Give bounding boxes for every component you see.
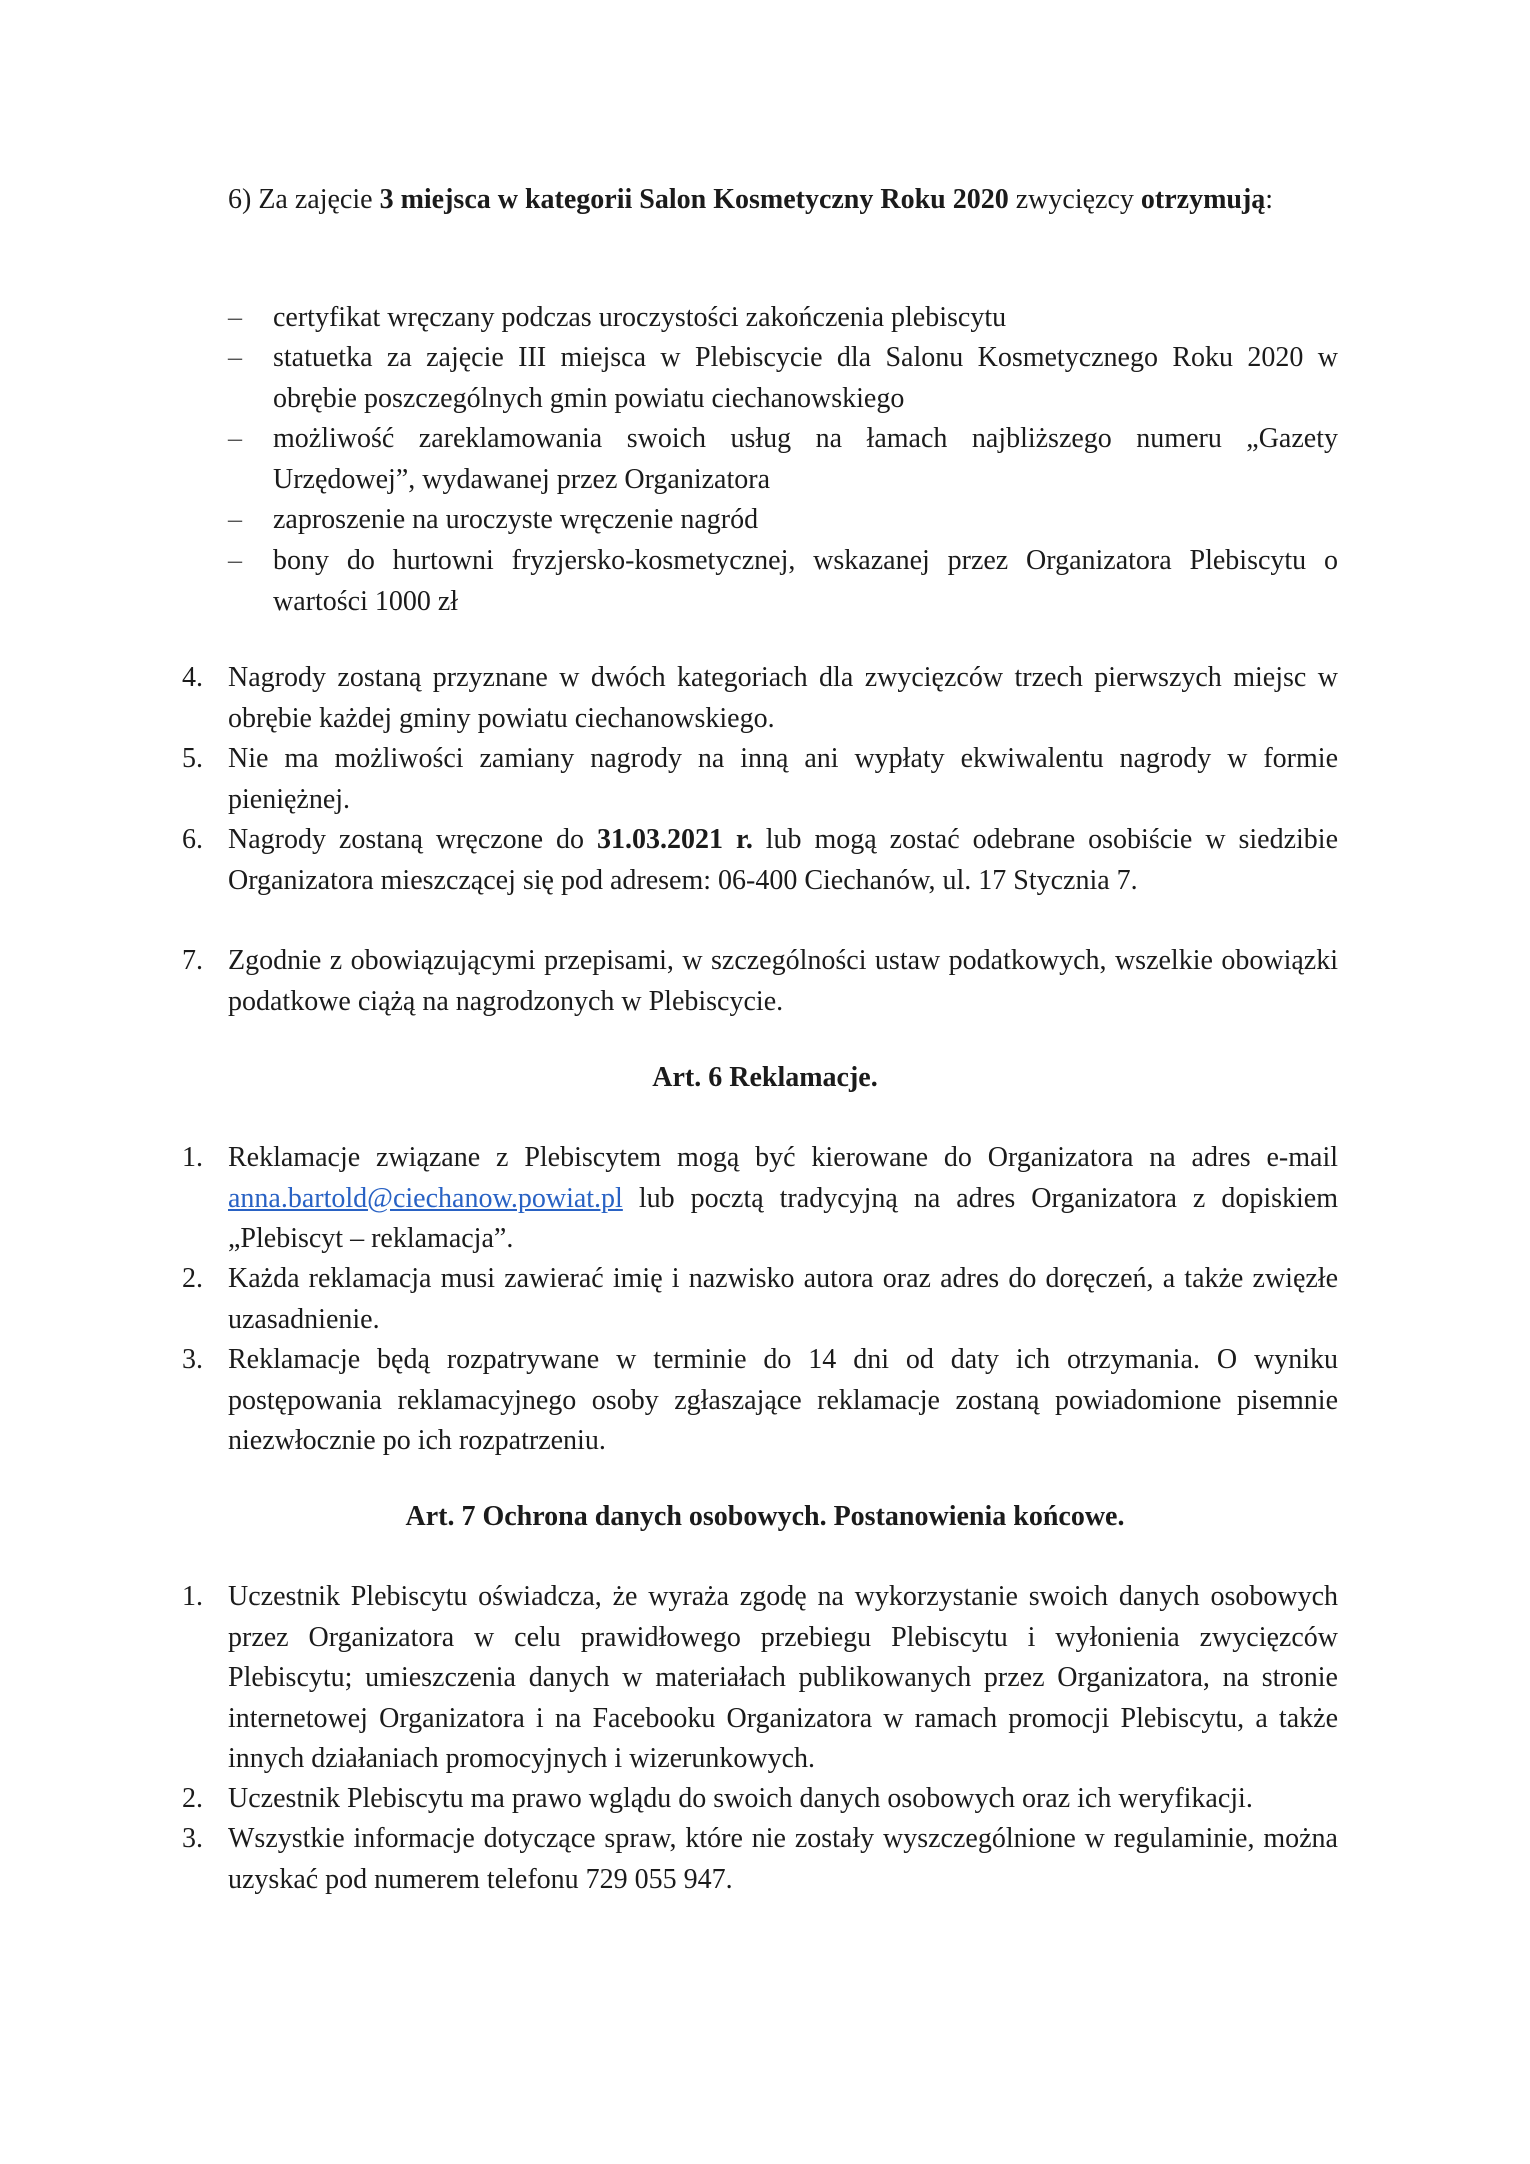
prize-item: możliwość zareklamowania swoich usług na łamach najbliższego numeru „Gazety Urzędowej”, wydawanej przez Organizatora [273, 423, 1338, 495]
list-dash-marker: – [228, 504, 242, 535]
item-text-2: lub pocztą tradycyjną na adres Organizatora z dopiskiem „Plebiscyt – reklamacja”. [228, 1182, 1338, 1254]
prize-item: statuetka za zajęcie III miejsca w Plebiscycie dla Salonu Kosmetycznego Roku 2020 w obrębie poszczególnych gmin powiatu ciechanowskiego [273, 342, 1338, 414]
item-number: 2. [182, 1263, 203, 1294]
prize-item: bony do hurtowni fryzjersko-kosmetycznej, wskazanej przez Organizatora Plebiscytu o wartości 1000 zł [273, 545, 1338, 617]
list-item [228, 820, 1338, 901]
email-link[interactable]: anna.bartold@ciechanow.powiat.pl [228, 1182, 623, 1214]
item-number: 3. [182, 1823, 203, 1854]
item-number: 5. [182, 743, 203, 774]
item-number: 1. [182, 1581, 203, 1612]
list-item: Zgodnie z obowiązującymi przepisami, w szczególności ustaw podatkowych, wszelkie obowiązki podatkowe ciążą na nagrodzonych w Plebiscycie. [228, 945, 1338, 1017]
list-item: Nie ma możliwości zamiany nagrody na inną ani wypłaty ekwiwalentu nagrody w formie pieniężnej. [228, 743, 1338, 815]
section-heading: Art. 7 Ochrona danych osobowych. Postanowienia końcowe. [405, 1501, 1125, 1532]
item-number: 1. [182, 1142, 203, 1173]
list-item: Każda reklamacja musi zawierać imię i nazwisko autora oraz adres do doręczeń, a także zwięzłe uzasadnienie. [228, 1263, 1338, 1335]
list-item: Nagrody zostaną przyznane w dwóch kategoriach dla zwycięzców trzech pierwszych miejsc w obrębie każdej gminy powiatu ciechanowskiego. [228, 662, 1338, 734]
list-item: Uczestnik Plebiscytu ma prawo wglądu do swoich danych osobowych oraz ich weryfikacji. [228, 1783, 1253, 1814]
intro-colon: : [1265, 184, 1274, 215]
intro-text-2: zwycięzcy [1008, 184, 1141, 215]
item-number: 6. [182, 824, 203, 855]
intro-bold-category: 3 miejsca w kategorii Salon Kosmetyczny Roku 2020 [379, 184, 1009, 215]
item-number: 3. [182, 1344, 203, 1375]
list-item [228, 1138, 1338, 1260]
item-number: 2. [182, 1783, 203, 1814]
item-text-2: lub mogą zostać odebrane osobiście w siedzibie Organizatora mieszczącej się pod adresem: 06-400 Ciechanów, ul. 17 Stycznia 7. [228, 824, 1339, 896]
item-number: 7. [182, 945, 203, 976]
item-text: Reklamacje związane z Plebiscytem mogą być kierowane do Organizatora na adres e-mail [228, 1142, 1338, 1173]
intro-paragraph [228, 180, 1338, 221]
list-item: Wszystkie informacje dotyczące spraw, które nie zostały wyszczególnione w regulaminie, można uzyskać pod numerem telefonu 729 055 947. [228, 1823, 1338, 1895]
prize-item: certyfikat wręczany podczas uroczystości zakończenia plebiscytu [273, 302, 1007, 333]
list-dash-marker: – [228, 302, 242, 333]
list-dash-marker: – [228, 423, 242, 454]
list-item: Uczestnik Plebiscytu oświadcza, że wyraża zgodę na wykorzystanie swoich danych osobowych przez Organizatora w celu prawidłowego przebiegu Plebiscytu i wyłonienia zwycięzców Plebiscytu; umieszczenia danych w materiałach publikowanych przez Organizatora, na stronie internetowej Organizatora i na Facebooku Organizatora w ramach promocji Plebiscytu, a także innych działaniach promocyjnych i wizerunkowych. [228, 1581, 1338, 1774]
item-number: 4. [182, 662, 203, 693]
list-dash-marker: – [228, 545, 242, 576]
item-text: Nagrody zostaną wręczone do [228, 824, 598, 855]
prize-item: zaproszenie na uroczyste wręczenie nagród [273, 504, 759, 535]
intro-text: 6) Za zajęcie [228, 184, 380, 215]
list-dash-marker: – [228, 342, 242, 373]
section-heading: Art. 6 Reklamacje. [652, 1062, 878, 1093]
deadline-date: 31.03.2021 r. [597, 824, 753, 855]
intro-bold-receive: otrzymują [1140, 184, 1266, 215]
list-item: Reklamacje będą rozpatrywane w terminie do 14 dni od daty ich otrzymania. O wyniku postępowania reklamacyjnego osoby zgłaszające reklamacje zostaną powiadomione pisemnie niezwłocznie po ich rozpatrzeniu. [228, 1344, 1338, 1456]
